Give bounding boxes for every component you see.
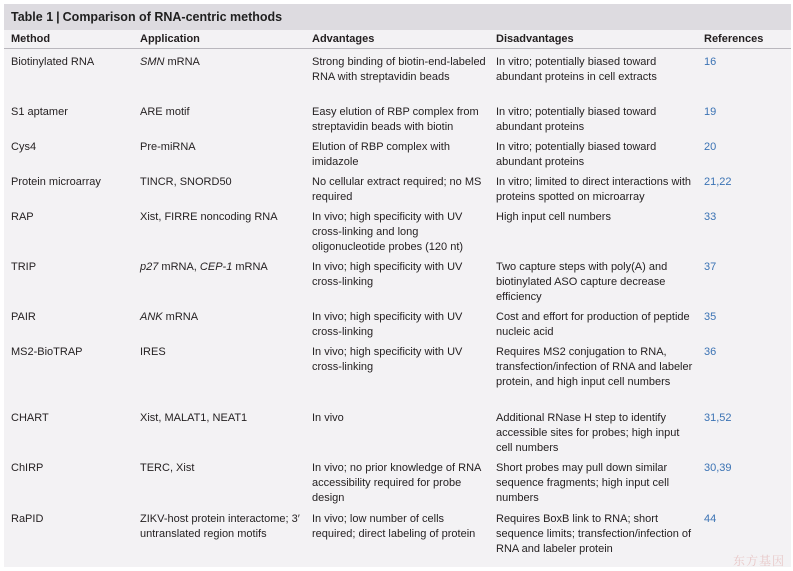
table-row [4,140,791,170]
reference-link[interactable]: 37 [704,261,717,273]
cell-references [697,345,791,390]
header-advantages: Advantages [312,33,375,45]
cell-advantages: In vivo; high specificity with UV cross-linking [312,311,463,338]
table-row [4,512,791,557]
application-text: Xist, FIRRE noncoding RNA [140,211,278,223]
cell-method: ChIRP [11,462,44,474]
application-italic-text: ANK [140,311,163,323]
cell-method: TRIP [11,261,37,273]
application-text: mRNA [162,311,199,323]
cell-advantages: In vivo; high specificity with UV cross-linking [312,261,463,288]
cell-references [697,512,791,557]
application-text: ZIKV-host protein interactome; 3′ untranslated region motifs [140,513,300,540]
cell-application [133,140,305,170]
reference-link[interactable]: 44 [704,513,717,525]
cell-disadvantages: Cost and effort for production of peptide nucleic acid [496,311,690,338]
watermark: 东方基因 [732,554,785,568]
table-row [4,105,791,135]
reference-link[interactable]: 16 [704,56,717,68]
cell-references [697,175,791,205]
header-method: Method [11,33,51,45]
cell-disadvantages: In vitro; potentially biased toward abundant proteins [496,106,657,133]
table-row [4,345,791,390]
cell-disadvantages: Short probes may pull down similar sequence fragments; high input cell numbers [496,462,670,504]
cell-method: RaPID [11,513,44,525]
cell-application [133,105,305,135]
application-text: mRNA [232,261,268,273]
cell-references [697,210,791,255]
table-header-row [4,30,791,49]
cell-disadvantages: In vitro; limited to direct interactions with proteins spotted on microarray [496,176,692,203]
reference-link[interactable]: 33 [704,211,717,223]
title-separator: | [56,10,60,24]
table-caption: Comparison of RNA-centric methods [62,10,283,24]
cell-disadvantages: Two capture steps with poly(A) and biotinylated ASO capture decrease efficiency [496,261,668,303]
cell-method: Biotinylated RNA [11,56,95,68]
header-application: Application [140,33,200,45]
table-row [4,461,791,506]
cell-advantages: Strong binding of biotin-end-labeled RNA with streptavidin beads [312,56,486,83]
cell-advantages: Easy elution of RBP complex from streptavidin beads with biotin [312,106,479,133]
table-row [4,175,791,205]
header-disadvantages: Disadvantages [496,33,574,45]
cell-application [133,310,305,340]
cell-application [133,345,305,390]
reference-link[interactable]: 35 [704,311,717,323]
table-number: Table 1 [11,10,54,24]
cell-method: Protein microarray [11,176,101,188]
reference-link[interactable]: 19 [704,106,717,118]
cell-advantages: In vivo [312,412,344,424]
application-text: mRNA [164,56,200,68]
cell-application [133,411,305,456]
cell-disadvantages: Additional RNase H step to identify accessible sites for probes; high input cell numbers [496,412,680,454]
cell-advantages: Elution of RBP complex with imidazole [312,141,450,168]
table-title [4,4,791,30]
cell-method: Cys4 [11,141,37,153]
cell-advantages: In vivo; no prior knowledge of RNA accessibility required for probe design [312,462,481,504]
cell-references [697,411,791,456]
cell-disadvantages: High input cell numbers [496,211,611,223]
cell-application [133,512,305,557]
cell-references [697,310,791,340]
cell-references [697,260,791,305]
reference-link[interactable]: 30,39 [704,462,732,474]
cell-advantages: In vivo; low number of cells required; direct labeling of protein [312,513,476,540]
table-row [4,210,791,255]
cell-application [133,55,305,85]
table-row [4,260,791,305]
cell-method: MS2-BioTRAP [11,346,83,358]
cell-advantages: In vivo; high specificity with UV cross-linking [312,346,463,373]
cell-advantages: No cellular extract required; no MS required [312,176,482,203]
application-italic-text: p27 [140,261,159,273]
table-body [4,49,791,569]
application-text: IRES [140,346,166,358]
header-references: References [704,33,764,45]
cell-disadvantages: In vitro; potentially biased toward abundant proteins in cell extracts [496,56,657,83]
reference-link[interactable]: 20 [704,141,717,153]
cell-disadvantages: Requires BoxB link to RNA; short sequence limits; transfection/infection of RNA and labeler protein [496,513,692,555]
reference-link[interactable]: 36 [704,346,717,358]
reference-link[interactable]: 21,22 [704,176,732,188]
application-text: ARE motif [140,106,190,118]
cell-application [133,210,305,255]
table-row [4,411,791,456]
application-text: Pre-miRNA [140,141,196,153]
application-text: mRNA, [158,261,200,273]
cell-references [697,55,791,85]
application-italic-text: SMN [140,56,165,68]
cell-method: RAP [11,211,34,223]
cell-advantages: In vivo; high specificity with UV cross-linking and long oligonucleotide probes (120 nt) [312,211,464,253]
cell-references [697,461,791,506]
cell-application [133,175,305,205]
cell-disadvantages: Requires MS2 conjugation to RNA, transfection/infection of RNA and labeler protein, and high input cell numbers [496,346,693,388]
table-row [4,310,791,340]
cell-references [697,140,791,170]
cell-references [697,105,791,135]
reference-link[interactable]: 31,52 [704,412,732,424]
methods-table [4,4,791,567]
table-row [4,55,791,85]
cell-method: S1 aptamer [11,106,68,118]
cell-application [133,260,305,305]
application-text: TERC, Xist [140,462,195,474]
cell-application [133,461,305,506]
application-text: TINCR, SNORD50 [140,176,232,188]
application-italic-text: CEP-1 [199,261,233,273]
cell-disadvantages: In vitro; potentially biased toward abundant proteins [496,141,657,168]
cell-method: CHART [11,412,49,424]
cell-method: PAIR [11,311,36,323]
application-text: Xist, MALAT1, NEAT1 [140,412,248,424]
